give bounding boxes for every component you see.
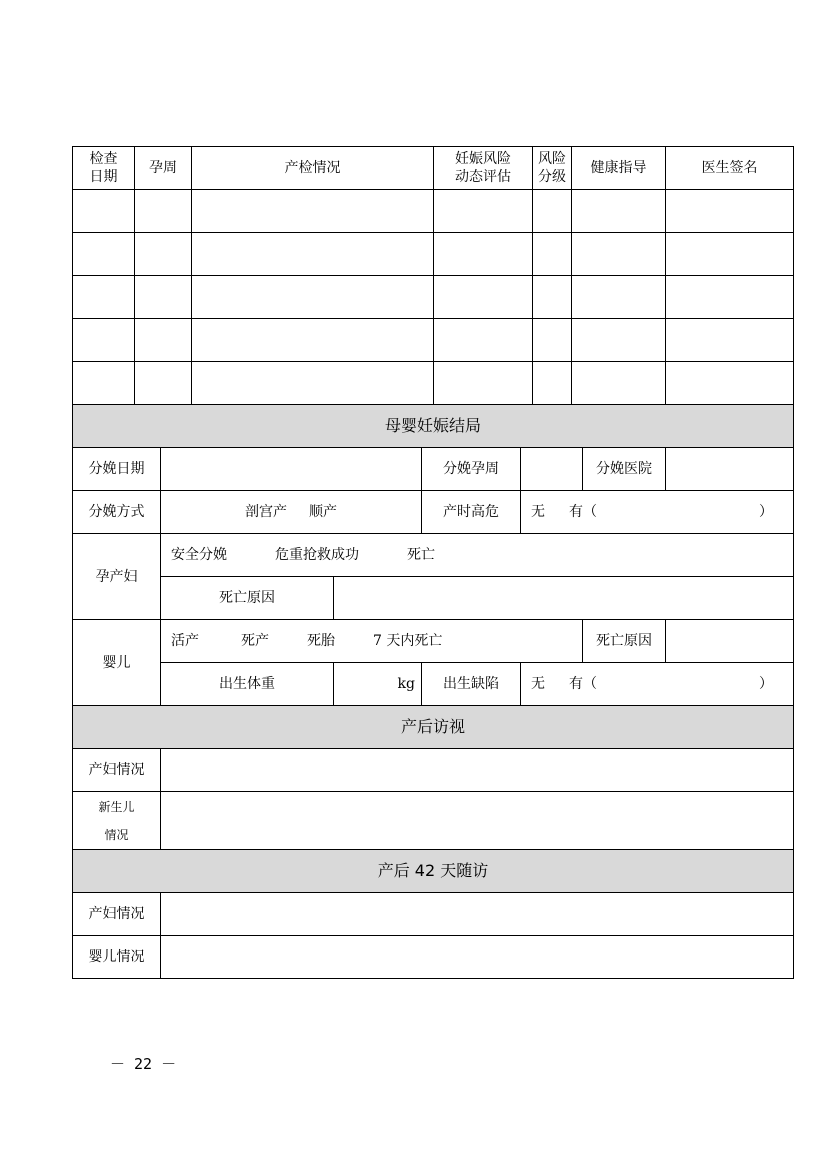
cell-signature[interactable] <box>666 190 794 233</box>
close-paren: ） <box>759 676 773 692</box>
cell-week[interactable] <box>135 362 192 405</box>
mother-death-cause-label: 死亡原因 <box>161 577 334 620</box>
followup-infant-field[interactable] <box>161 936 794 979</box>
postpartum-mother-label: 产妇情况 <box>73 749 161 792</box>
cell-risk-eval[interactable] <box>434 362 533 405</box>
section-title-followup: 产后 42 天随访 <box>73 850 794 893</box>
option-fetal-death[interactable]: 死胎 <box>307 633 335 649</box>
infant-label: 婴儿 <box>73 620 161 706</box>
cell-guidance[interactable] <box>572 233 666 276</box>
cell-risk-level[interactable] <box>533 276 572 319</box>
cell-guidance[interactable] <box>572 319 666 362</box>
close-paren: ） <box>759 504 773 520</box>
followup-mother-label: 产妇情况 <box>73 893 161 936</box>
section-outcome-row <box>73 405 794 448</box>
delivery-info-row <box>73 448 794 491</box>
cell-exam[interactable] <box>192 233 434 276</box>
table-row <box>73 319 794 362</box>
section-followup-row <box>73 850 794 893</box>
section-title-postpartum: 产后访视 <box>73 706 794 749</box>
option-cesarean[interactable]: 剖宫产 <box>245 504 287 520</box>
option-stillbirth[interactable]: 死产 <box>241 633 269 649</box>
header-signature: 医生签名 <box>666 147 794 190</box>
cell-risk-level[interactable] <box>533 362 572 405</box>
followup-mother-field[interactable] <box>161 893 794 936</box>
cell-date[interactable] <box>73 233 135 276</box>
cell-week[interactable] <box>135 233 192 276</box>
weight-unit: kg <box>397 676 415 692</box>
delivery-hospital-label: 分娩医院 <box>583 448 666 491</box>
prenatal-record-table <box>72 146 794 979</box>
cell-risk-level[interactable] <box>533 233 572 276</box>
cell-risk-eval[interactable] <box>434 276 533 319</box>
delivery-method-label: 分娩方式 <box>73 491 161 534</box>
section-title-outcome: 母婴妊娠结局 <box>73 405 794 448</box>
high-risk-field[interactable] <box>521 491 794 534</box>
cell-risk-eval[interactable] <box>434 319 533 362</box>
delivery-date-field[interactable] <box>161 448 422 491</box>
birth-defect-field[interactable] <box>521 663 794 706</box>
delivery-method-options[interactable] <box>161 491 422 534</box>
infant-death-cause-field[interactable] <box>666 620 794 663</box>
option-safe-delivery[interactable]: 安全分娩 <box>171 547 227 563</box>
option-vaginal[interactable]: 顺产 <box>309 504 337 520</box>
table-row <box>73 190 794 233</box>
header-guidance: 健康指导 <box>572 147 666 190</box>
postpartum-mother-field[interactable] <box>161 749 794 792</box>
cell-date[interactable] <box>73 319 135 362</box>
option-rescued[interactable]: 危重抢救成功 <box>275 547 359 563</box>
table-row <box>73 276 794 319</box>
mother-outcome-options[interactable] <box>161 534 794 577</box>
mother-label: 孕产妇 <box>73 534 161 620</box>
cell-guidance[interactable] <box>572 276 666 319</box>
postpartum-mother-row <box>73 749 794 792</box>
cell-signature[interactable] <box>666 362 794 405</box>
followup-infant-row <box>73 936 794 979</box>
page-number: － 22 － <box>110 1055 177 1073</box>
cell-risk-eval[interactable] <box>434 190 533 233</box>
cell-exam[interactable] <box>192 190 434 233</box>
option-live-birth[interactable]: 活产 <box>171 633 199 649</box>
delivery-method-row <box>73 491 794 534</box>
table-header-row <box>73 147 794 190</box>
cell-exam[interactable] <box>192 362 434 405</box>
option-none[interactable]: 无 <box>531 504 545 520</box>
infant-outcome-row <box>73 620 794 663</box>
mother-outcome-row <box>73 534 794 577</box>
option-death[interactable]: 死亡 <box>407 547 435 563</box>
postpartum-newborn-field[interactable] <box>161 792 794 850</box>
followup-infant-label: 婴儿情况 <box>73 936 161 979</box>
cell-date[interactable] <box>73 276 135 319</box>
header-risk-level: 风险 分级 <box>533 147 572 190</box>
table-row <box>73 233 794 276</box>
cell-guidance[interactable] <box>572 362 666 405</box>
section-postpartum-row <box>73 706 794 749</box>
postpartum-newborn-row <box>73 792 794 850</box>
infant-death-cause-label: 死亡原因 <box>583 620 666 663</box>
infant-outcome-options[interactable] <box>161 620 583 663</box>
cell-exam[interactable] <box>192 319 434 362</box>
birth-weight-label: 出生体重 <box>161 663 334 706</box>
cell-signature[interactable] <box>666 319 794 362</box>
header-risk-eval: 妊娠风险 动态评估 <box>434 147 533 190</box>
delivery-hospital-field[interactable] <box>666 448 794 491</box>
cell-exam[interactable] <box>192 276 434 319</box>
mother-death-cause-field[interactable] <box>334 577 794 620</box>
delivery-date-label: 分娩日期 <box>73 448 161 491</box>
cell-guidance[interactable] <box>572 190 666 233</box>
cell-date[interactable] <box>73 190 135 233</box>
infant-weight-row <box>73 663 794 706</box>
option-have[interactable]: 有（ <box>569 676 597 692</box>
cell-signature[interactable] <box>666 233 794 276</box>
cell-week[interactable] <box>135 190 192 233</box>
header-exam: 产检情况 <box>192 147 434 190</box>
high-risk-label: 产时高危 <box>422 491 521 534</box>
birth-defect-label: 出生缺陷 <box>422 663 521 706</box>
option-death-7days[interactable]: 7 天内死亡 <box>373 633 443 649</box>
postpartum-newborn-label: 新生儿 情况 <box>73 792 161 850</box>
delivery-week-field[interactable] <box>521 448 583 491</box>
cell-signature[interactable] <box>666 276 794 319</box>
cell-risk-level[interactable] <box>533 319 572 362</box>
cell-date[interactable] <box>73 362 135 405</box>
cell-risk-eval[interactable] <box>434 233 533 276</box>
birth-weight-field[interactable] <box>334 663 422 706</box>
option-have[interactable]: 有（ <box>569 504 597 520</box>
mother-death-row <box>73 577 794 620</box>
table-row <box>73 362 794 405</box>
option-none[interactable]: 无 <box>531 676 545 692</box>
cell-week[interactable] <box>135 319 192 362</box>
cell-week[interactable] <box>135 276 192 319</box>
cell-risk-level[interactable] <box>533 190 572 233</box>
delivery-week-label: 分娩孕周 <box>422 448 521 491</box>
header-date: 检查 日期 <box>73 147 135 190</box>
header-week: 孕周 <box>135 147 192 190</box>
followup-mother-row <box>73 893 794 936</box>
